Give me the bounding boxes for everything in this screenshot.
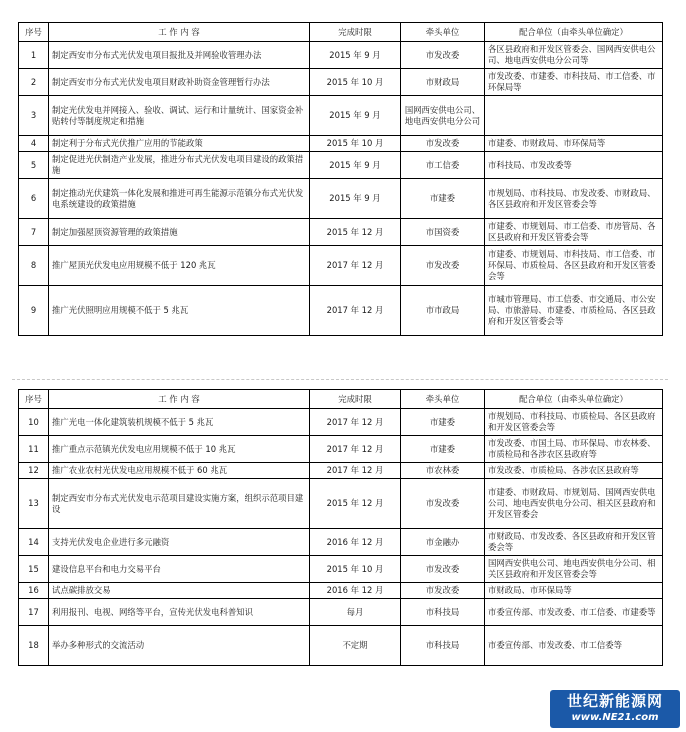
table-row [19, 69, 663, 96]
work-content-cell: 制定加强屋顶资源管理的政策措施 [49, 219, 310, 246]
cooperating-units-cell: 市建委、市财政局、市环保局等 [485, 136, 663, 152]
deadline-cell: 2015 年 9 月 [310, 179, 401, 219]
lead-unit-cell: 市发改委 [401, 42, 485, 69]
table-row [19, 152, 663, 179]
row-number-cell: 17 [19, 599, 49, 626]
work-content-cell: 举办多种形式的交流活动 [49, 626, 310, 666]
row-number-cell: 6 [19, 179, 49, 219]
header-no: 序号 [19, 390, 49, 409]
cooperating-units-cell: 市委宣传部、市发改委、市工信委、市建委等 [485, 599, 663, 626]
header-no: 序号 [19, 23, 49, 42]
table-row [19, 463, 663, 479]
lead-unit-cell: 市发改委 [401, 583, 485, 599]
table-row [19, 179, 663, 219]
cooperating-units-cell: 市建委、市规划局、市科技局、市工信委、市环保局、市质检局、各区县政府和开发区管委会等 [485, 246, 663, 286]
lead-unit-cell: 市国资委 [401, 219, 485, 246]
cooperating-units-cell: 市建委、市规划局、市工信委、市房管局、各区县政府和开发区管委会等 [485, 219, 663, 246]
row-number-cell: 7 [19, 219, 49, 246]
row-number-cell: 15 [19, 556, 49, 583]
row-number-cell: 11 [19, 436, 49, 463]
table-row [19, 529, 663, 556]
work-content-cell: 制定促进光伏制造产业发展，推进分布式光伏发电项目建设的政策措施 [49, 152, 310, 179]
row-number-cell: 16 [19, 583, 49, 599]
cooperating-units-cell: 市发改委、市建委、市科技局、市工信委、市环保局等 [485, 69, 663, 96]
lead-unit-cell: 市发改委 [401, 479, 485, 529]
table-row [19, 409, 663, 436]
cooperating-units-cell: 市城市管理局、市工信委、市交通局、市公安局、市旅游局、市建委、市质检局、各区县政府和开发区管委会等 [485, 286, 663, 336]
ne21-watermark-logo [550, 690, 680, 728]
deadline-cell: 每月 [310, 599, 401, 626]
work-content-cell: 试点碳排放交易 [49, 583, 310, 599]
work-content-cell: 制定利于分布式光伏推广应用的节能政策 [49, 136, 310, 152]
cooperating-units-cell: 市委宣传部、市发改委、市工信委等 [485, 626, 663, 666]
lead-unit-cell: 市发改委 [401, 246, 485, 286]
deadline-cell: 2015 年 9 月 [310, 42, 401, 69]
row-number-cell: 5 [19, 152, 49, 179]
row-number-cell: 12 [19, 463, 49, 479]
header-deadline: 完成时限 [310, 390, 401, 409]
cooperating-units-cell: 市发改委、市国土局、市环保局、市农林委、市质检局和各涉农区县政府等 [485, 436, 663, 463]
lead-unit-cell: 市财政局 [401, 69, 485, 96]
header-deadline: 完成时限 [310, 23, 401, 42]
lead-unit-cell: 市工信委 [401, 152, 485, 179]
table-row [19, 626, 663, 666]
lead-unit-cell: 市农林委 [401, 463, 485, 479]
deadline-cell: 2017 年 12 月 [310, 286, 401, 336]
cooperating-units-cell: 市财政局、市环保局等 [485, 583, 663, 599]
table-row [19, 286, 663, 336]
table-row [19, 219, 663, 246]
header-cooperate: 配合单位（由牵头单位确定） [485, 390, 663, 409]
row-number-cell: 1 [19, 42, 49, 69]
lead-unit-cell: 市发改委 [401, 136, 485, 152]
header-lead: 牵头单位 [401, 390, 485, 409]
deadline-cell: 2017 年 12 月 [310, 246, 401, 286]
lead-unit-cell: 市市政局 [401, 286, 485, 336]
row-number-cell: 14 [19, 529, 49, 556]
table-row [19, 479, 663, 529]
row-number-cell: 4 [19, 136, 49, 152]
deadline-cell: 2017 年 12 月 [310, 463, 401, 479]
table-row [19, 436, 663, 463]
work-content-cell: 利用报刊、电视、网络等平台，宣传光伏发电科普知识 [49, 599, 310, 626]
table-row [19, 599, 663, 626]
deadline-cell: 2016 年 12 月 [310, 583, 401, 599]
lead-unit-cell: 市科技局 [401, 599, 485, 626]
table-row [19, 583, 663, 599]
row-number-cell: 8 [19, 246, 49, 286]
row-number-cell: 18 [19, 626, 49, 666]
work-content-cell: 推广屋顶光伏发电应用规模不低于 120 兆瓦 [49, 246, 310, 286]
table-header-row [19, 390, 663, 409]
deadline-cell: 2015 年 12 月 [310, 219, 401, 246]
header-lead: 牵头单位 [401, 23, 485, 42]
table-row [19, 136, 663, 152]
work-content-cell: 支持光伏发电企业进行多元融资 [49, 529, 310, 556]
lead-unit-cell: 市建委 [401, 409, 485, 436]
deadline-cell: 2017 年 12 月 [310, 436, 401, 463]
watermark-title: 世纪新能源网 [566, 692, 663, 710]
cooperating-units-cell: 市规划局、市科技局、市质检局、各区县政府和开发区管委会等 [485, 409, 663, 436]
lead-unit-cell: 国网西安供电公司、地电西安供电分公司 [401, 96, 485, 136]
plan-table-part-1 [18, 22, 663, 336]
table-row [19, 42, 663, 69]
cooperating-units-cell: 市财政局、市发改委、各区县政府和开发区管委会等 [485, 529, 663, 556]
row-number-cell: 10 [19, 409, 49, 436]
work-content-cell: 建设信息平台和电力交易平台 [49, 556, 310, 583]
row-number-cell: 2 [19, 69, 49, 96]
work-content-cell: 推广光伏照明应用规模不低于 5 兆瓦 [49, 286, 310, 336]
header-work: 工 作 内 容 [49, 23, 310, 42]
table-header-row [19, 23, 663, 42]
table-row [19, 556, 663, 583]
work-content-cell: 制定西安市分布式光伏发电项目报批及并网验收管理办法 [49, 42, 310, 69]
row-number-cell: 3 [19, 96, 49, 136]
deadline-cell: 2015 年 12 月 [310, 479, 401, 529]
cooperating-units-cell: 市发改委、市质检局、各涉农区县政府等 [485, 463, 663, 479]
cooperating-units-cell: 国网西安供电公司、地电西安供电分公司、相关区县政府和开发区管委会等 [485, 556, 663, 583]
lead-unit-cell: 市建委 [401, 179, 485, 219]
work-content-cell: 制定光伏发电并网接入、验收、调试、运行和计量统计、国家资金补贴转付等制度规定和措施 [49, 96, 310, 136]
deadline-cell: 2016 年 12 月 [310, 529, 401, 556]
lead-unit-cell: 市发改委 [401, 556, 485, 583]
row-number-cell: 9 [19, 286, 49, 336]
work-content-cell: 制定西安市分布式光伏发电示范项目建设实施方案，组织示范项目建设 [49, 479, 310, 529]
cooperating-units-cell: 市规划局、市科技局、市发改委、市财政局、各区县政府和开发区管委会等 [485, 179, 663, 219]
cooperating-units-cell: 市科技局、市发改委等 [485, 152, 663, 179]
header-cooperate: 配合单位（由牵头单位确定） [485, 23, 663, 42]
work-content-cell: 推广光电一体化建筑装机规模不低于 5 兆瓦 [49, 409, 310, 436]
deadline-cell: 2015 年 9 月 [310, 152, 401, 179]
watermark-url: www.NE21.com [571, 712, 659, 723]
cooperating-units-cell [485, 96, 663, 136]
deadline-cell: 2017 年 12 月 [310, 409, 401, 436]
lead-unit-cell: 市金融办 [401, 529, 485, 556]
cooperating-units-cell: 各区县政府和开发区管委会、国网西安供电公司、地电西安供电分公司等 [485, 42, 663, 69]
deadline-cell: 2015 年 10 月 [310, 556, 401, 583]
plan-table-part-2 [18, 389, 663, 666]
lead-unit-cell: 市科技局 [401, 626, 485, 666]
deadline-cell: 不定期 [310, 626, 401, 666]
work-content-cell: 推广重点示范镇光伏发电应用规模不低于 10 兆瓦 [49, 436, 310, 463]
deadline-cell: 2015 年 10 月 [310, 69, 401, 96]
page-break-divider [12, 379, 668, 380]
work-content-cell: 制定西安市分布式光伏发电项目财政补助资金管理暂行办法 [49, 69, 310, 96]
work-content-cell: 制定推动光伏建筑一体化发展和推进可再生能源示范镇分布式光伏发电系统建设的政策措施 [49, 179, 310, 219]
table-row [19, 246, 663, 286]
row-number-cell: 13 [19, 479, 49, 529]
deadline-cell: 2015 年 10 月 [310, 136, 401, 152]
work-content-cell: 推广农业农村光伏发电应用规模不低于 60 兆瓦 [49, 463, 310, 479]
lead-unit-cell: 市建委 [401, 436, 485, 463]
deadline-cell: 2015 年 9 月 [310, 96, 401, 136]
table-row [19, 96, 663, 136]
header-work: 工 作 内 容 [49, 390, 310, 409]
cooperating-units-cell: 市建委、市财政局、市规划局、国网西安供电公司、地电西安供电分公司、相关区县政府和开发区管委会 [485, 479, 663, 529]
